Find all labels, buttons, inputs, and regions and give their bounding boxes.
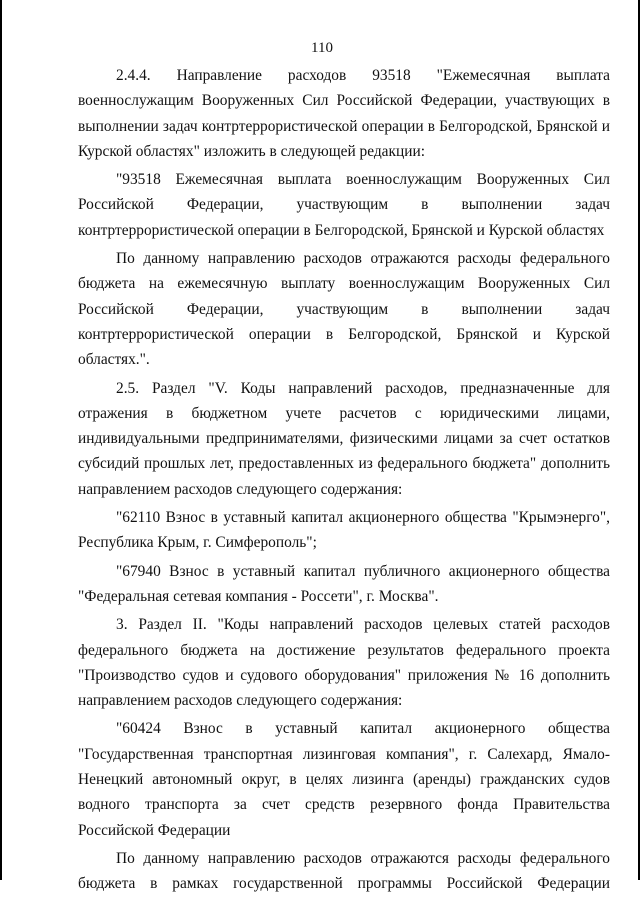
paragraph-60424: "60424 Взнос в уставный капитал акционерного общества "Государственная транспортная лизинговая компания", г. Салехард, Ямало-Ненецкий автономный округ, в целях лизинга (аренды) гражданских судов водного транспорта за счет средств резервного фонда Правительства Российской Федерации — [78, 720, 610, 839]
paragraph-3: 3. Раздел II. "Коды направлений расходов целевых статей расходов федерального бюджета на достижение результатов федерального проекта "Производство судов и судового оборудования" приложения № 16 дополнить направлением расходов следующего содержания: — [78, 616, 610, 710]
paragraph-2-4-4: 2.4.4. Направление расходов 93518 "Ежемесячная выплата военнослужащим Вооруженных Сил Российской Федерации, участвующих в выполнении задач контртеррористической операции в Белгородской, Брянской и Курской областях" изложить в следующей редакции: — [78, 67, 610, 160]
paragraph-67940: "67940 Взнос в уставный капитал публичного акционерного общества "Федеральная сетевая компания - Россети", г. Москва". — [78, 562, 610, 605]
paragraph-93518-title: "93518 Ежемесячная выплата военнослужащим Вооруженных Сил Российской Федерации, участвующим в выполнении задач контртеррористической операции в Белгородской, Брянской и Курской областях — [78, 171, 610, 239]
document-body — [78, 63, 610, 900]
paragraph-62110: "62110 Взнос в уставный капитал акционерного общества "Крымэнерго", Республика Крым, г. Симферополь"; — [78, 509, 610, 552]
paragraph-93518-description: По данному направлению расходов отражаются расходы федерального бюджета на ежемесячную выплату военнослужащим Вооруженных Сил Российской Федерации, участвующим в выполнении задач контртеррористической операции в Белгородской, Брянской и Курской областях.". — [78, 250, 610, 369]
paragraph-2-5: 2.5. Раздел "V. Коды направлений расходов, предназначенные для отражения в бюджетном учете расчетов с юридическими лицами, индивидуальными предпринимателями, физическими лицами за счет остатков субсидий прошлых лет, предоставленных из федерального бюджета" дополнить направлением расходов следующего содержания: — [78, 379, 610, 498]
paragraph-60424-description: По данному направлению расходов отражаются расходы федерального бюджета в рамках государственной программы Российской Федерации — [78, 849, 610, 893]
page-number: 110 — [311, 40, 333, 56]
